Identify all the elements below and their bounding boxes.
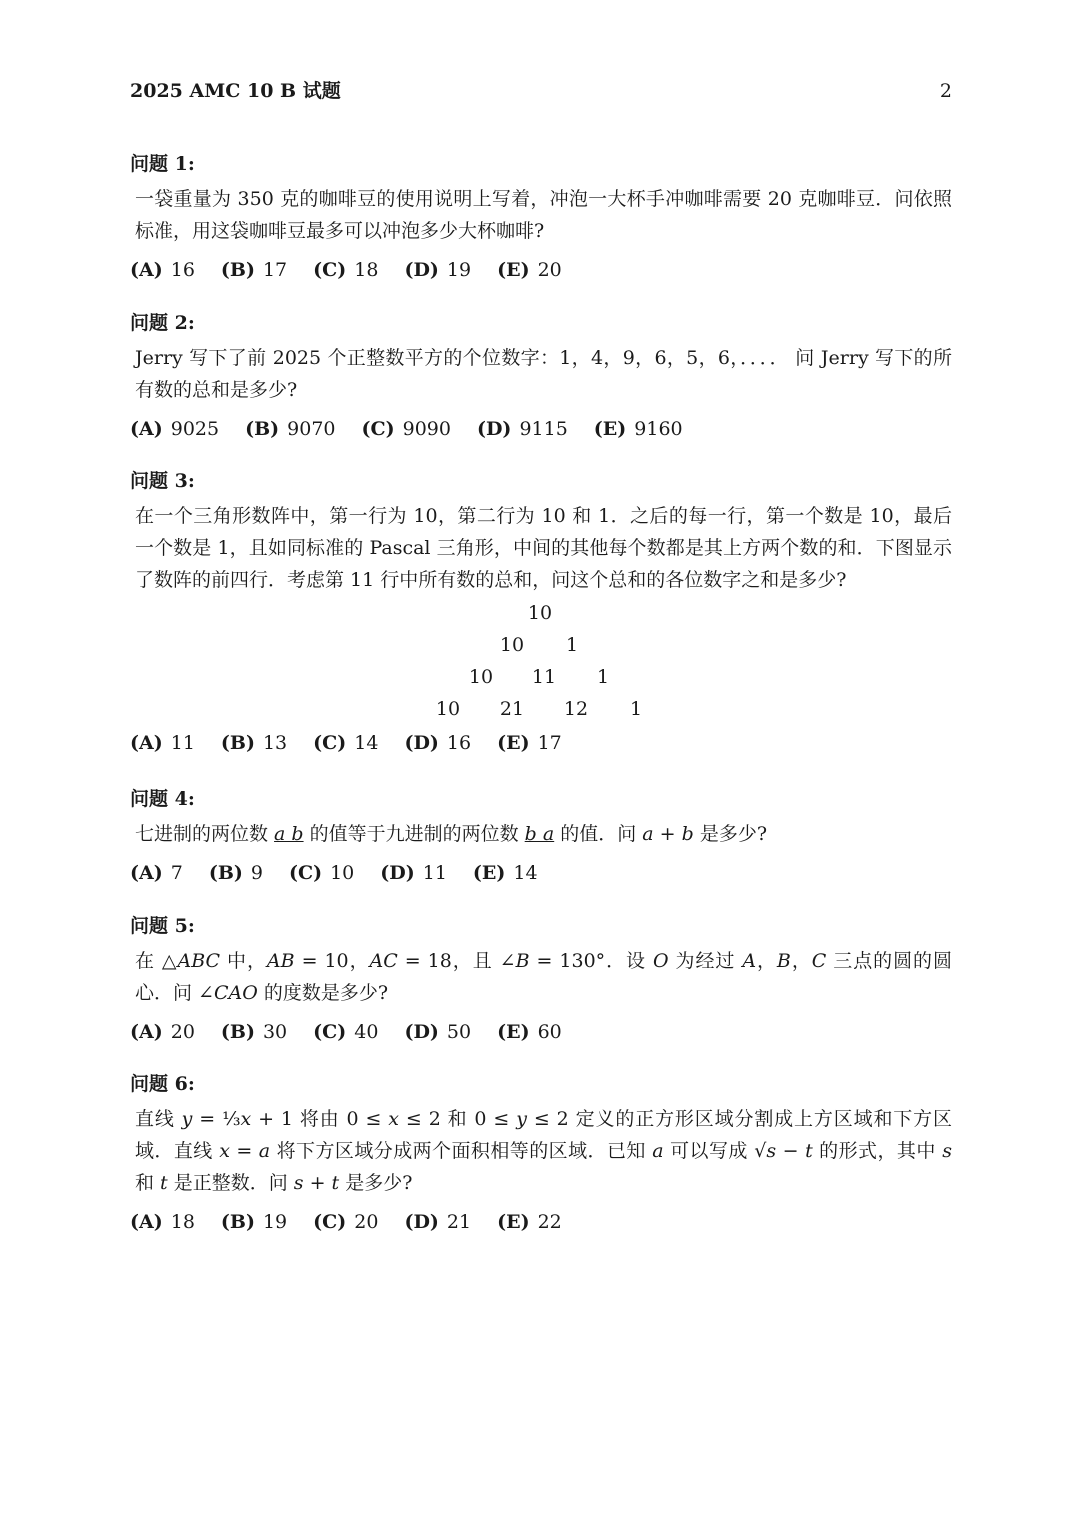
problem-text: 直线 y = ⅓x + 1 将由 0 ≤ x ≤ 2 和 0 ≤ y ≤ 2 定义的正方形区域分割成上方区域和下方区域．直线 x = a 将下方区域分成两个面积相等的区域．已知 a 可以写成 √s − t 的形式，其中 s 和 t 是正整数．问 s + t 是多少? xyxy=(135,1108,953,1194)
triangle-entry: 21 xyxy=(499,698,525,720)
problem-1 xyxy=(130,151,952,283)
problem-title: 问题 6: xyxy=(130,1073,195,1095)
choice-d: (D) 9115 xyxy=(476,418,568,440)
number-triangle xyxy=(130,600,952,730)
triangle-entry: 1 xyxy=(565,634,579,656)
problem-3 xyxy=(130,468,952,756)
problem-5 xyxy=(130,913,952,1045)
choice-a: (A) 9025 xyxy=(130,418,220,440)
choice-e: (E) 17 xyxy=(497,732,562,754)
problem-title: 问题 2: xyxy=(130,312,195,334)
triangle-entry: 1 xyxy=(596,666,610,688)
choice-c: (C) 14 xyxy=(313,732,379,754)
choice-c: (C) 18 xyxy=(313,259,379,281)
choice-c: (C) 10 xyxy=(288,862,355,884)
problem-2 xyxy=(130,310,952,442)
choice-a: (A) 18 xyxy=(130,1211,195,1233)
page-header xyxy=(130,76,952,103)
choice-e: (E) 22 xyxy=(497,1211,562,1233)
triangle-entry: 12 xyxy=(563,698,589,720)
choice-e: (E) 20 xyxy=(497,259,562,281)
problem-text: 在一个三角形数阵中，第一行为 10，第二行为 10 和 1．之后的每一行，第一个数是 10，最后一个数是 1，且如同标准的 Pascal 三角形，中间的其他每个数都是其上方两个数的和．下图显示了数阵的前四行．考虑第 11 行中所有数的总和，问这个总和的各位数字之和是多少? xyxy=(135,505,952,591)
choice-d: (D) 16 xyxy=(404,732,472,754)
choice-a: (A) 7 xyxy=(130,862,183,884)
choice-a: (A) 20 xyxy=(130,1021,195,1043)
header-title: 2025 AMC 10 B 试题 xyxy=(130,80,341,102)
answer-choices xyxy=(130,730,952,756)
choice-b: (B) 9070 xyxy=(245,418,336,440)
choice-e: (E) 60 xyxy=(497,1021,562,1043)
choice-b: (B) 17 xyxy=(220,259,288,281)
page-number: 2 xyxy=(939,80,952,102)
problem-title: 问题 1: xyxy=(130,153,195,175)
choice-b: (B) 13 xyxy=(220,732,288,754)
problem-text: 一袋重量为 350 克的咖啡豆的使用说明上写着，冲泡一大杯手冲咖啡需要 20 克咖啡豆．问依照标准，用这袋咖啡豆最多可以冲泡多少大杯咖啡? xyxy=(135,188,952,242)
problem-6 xyxy=(130,1071,952,1235)
problem-text: Jerry 写下了前 2025 个正整数平方的个位数字：1，4，9，6，5，6，．．．． 问 Jerry 写下的所有数的总和是多少? xyxy=(135,347,952,401)
choice-d: (D) 21 xyxy=(404,1211,472,1233)
answer-choices xyxy=(130,257,952,283)
triangle-entry: 10 xyxy=(527,602,553,624)
answer-choices xyxy=(130,1019,952,1045)
problem-title: 问题 3: xyxy=(130,470,195,492)
choice-e: (E) 14 xyxy=(472,862,538,884)
choice-c: (C) 40 xyxy=(313,1021,379,1043)
choice-c: (C) 20 xyxy=(313,1211,379,1233)
choice-a: (A) 16 xyxy=(130,259,195,281)
triangle-entry: 10 xyxy=(499,634,525,656)
answer-choices xyxy=(130,1209,952,1235)
triangle-entry: 1 xyxy=(629,698,643,720)
choice-c: (C) 9090 xyxy=(361,418,451,440)
choice-b: (B) 9 xyxy=(208,862,263,884)
problem-4 xyxy=(130,786,952,886)
choice-d: (D) 50 xyxy=(404,1021,472,1043)
answer-choices xyxy=(130,416,952,442)
answer-choices xyxy=(130,860,952,886)
triangle-entry: 10 xyxy=(435,698,461,720)
choice-d: (D) 11 xyxy=(380,862,447,884)
choice-b: (B) 19 xyxy=(220,1211,288,1233)
choice-b: (B) 30 xyxy=(220,1021,288,1043)
triangle-entry: 11 xyxy=(531,666,557,688)
problem-title: 问题 5: xyxy=(130,915,195,937)
choice-a: (A) 11 xyxy=(130,732,195,754)
problem-title: 问题 4: xyxy=(130,788,195,810)
choice-e: (E) 9160 xyxy=(593,418,683,440)
problem-text: 七进制的两位数 a b 的值等于九进制的两位数 b a 的值．问 a + b 是多少? xyxy=(135,823,768,845)
choice-d: (D) 19 xyxy=(404,259,472,281)
problem-text: 在 △ABC 中，AB = 10，AC = 18，且 ∠B = 130°．设 O 为经过 A，B，C 三点的圆的圆心．问 ∠CAO 的度数是多少? xyxy=(135,950,952,1004)
triangle-entry: 10 xyxy=(468,666,494,688)
